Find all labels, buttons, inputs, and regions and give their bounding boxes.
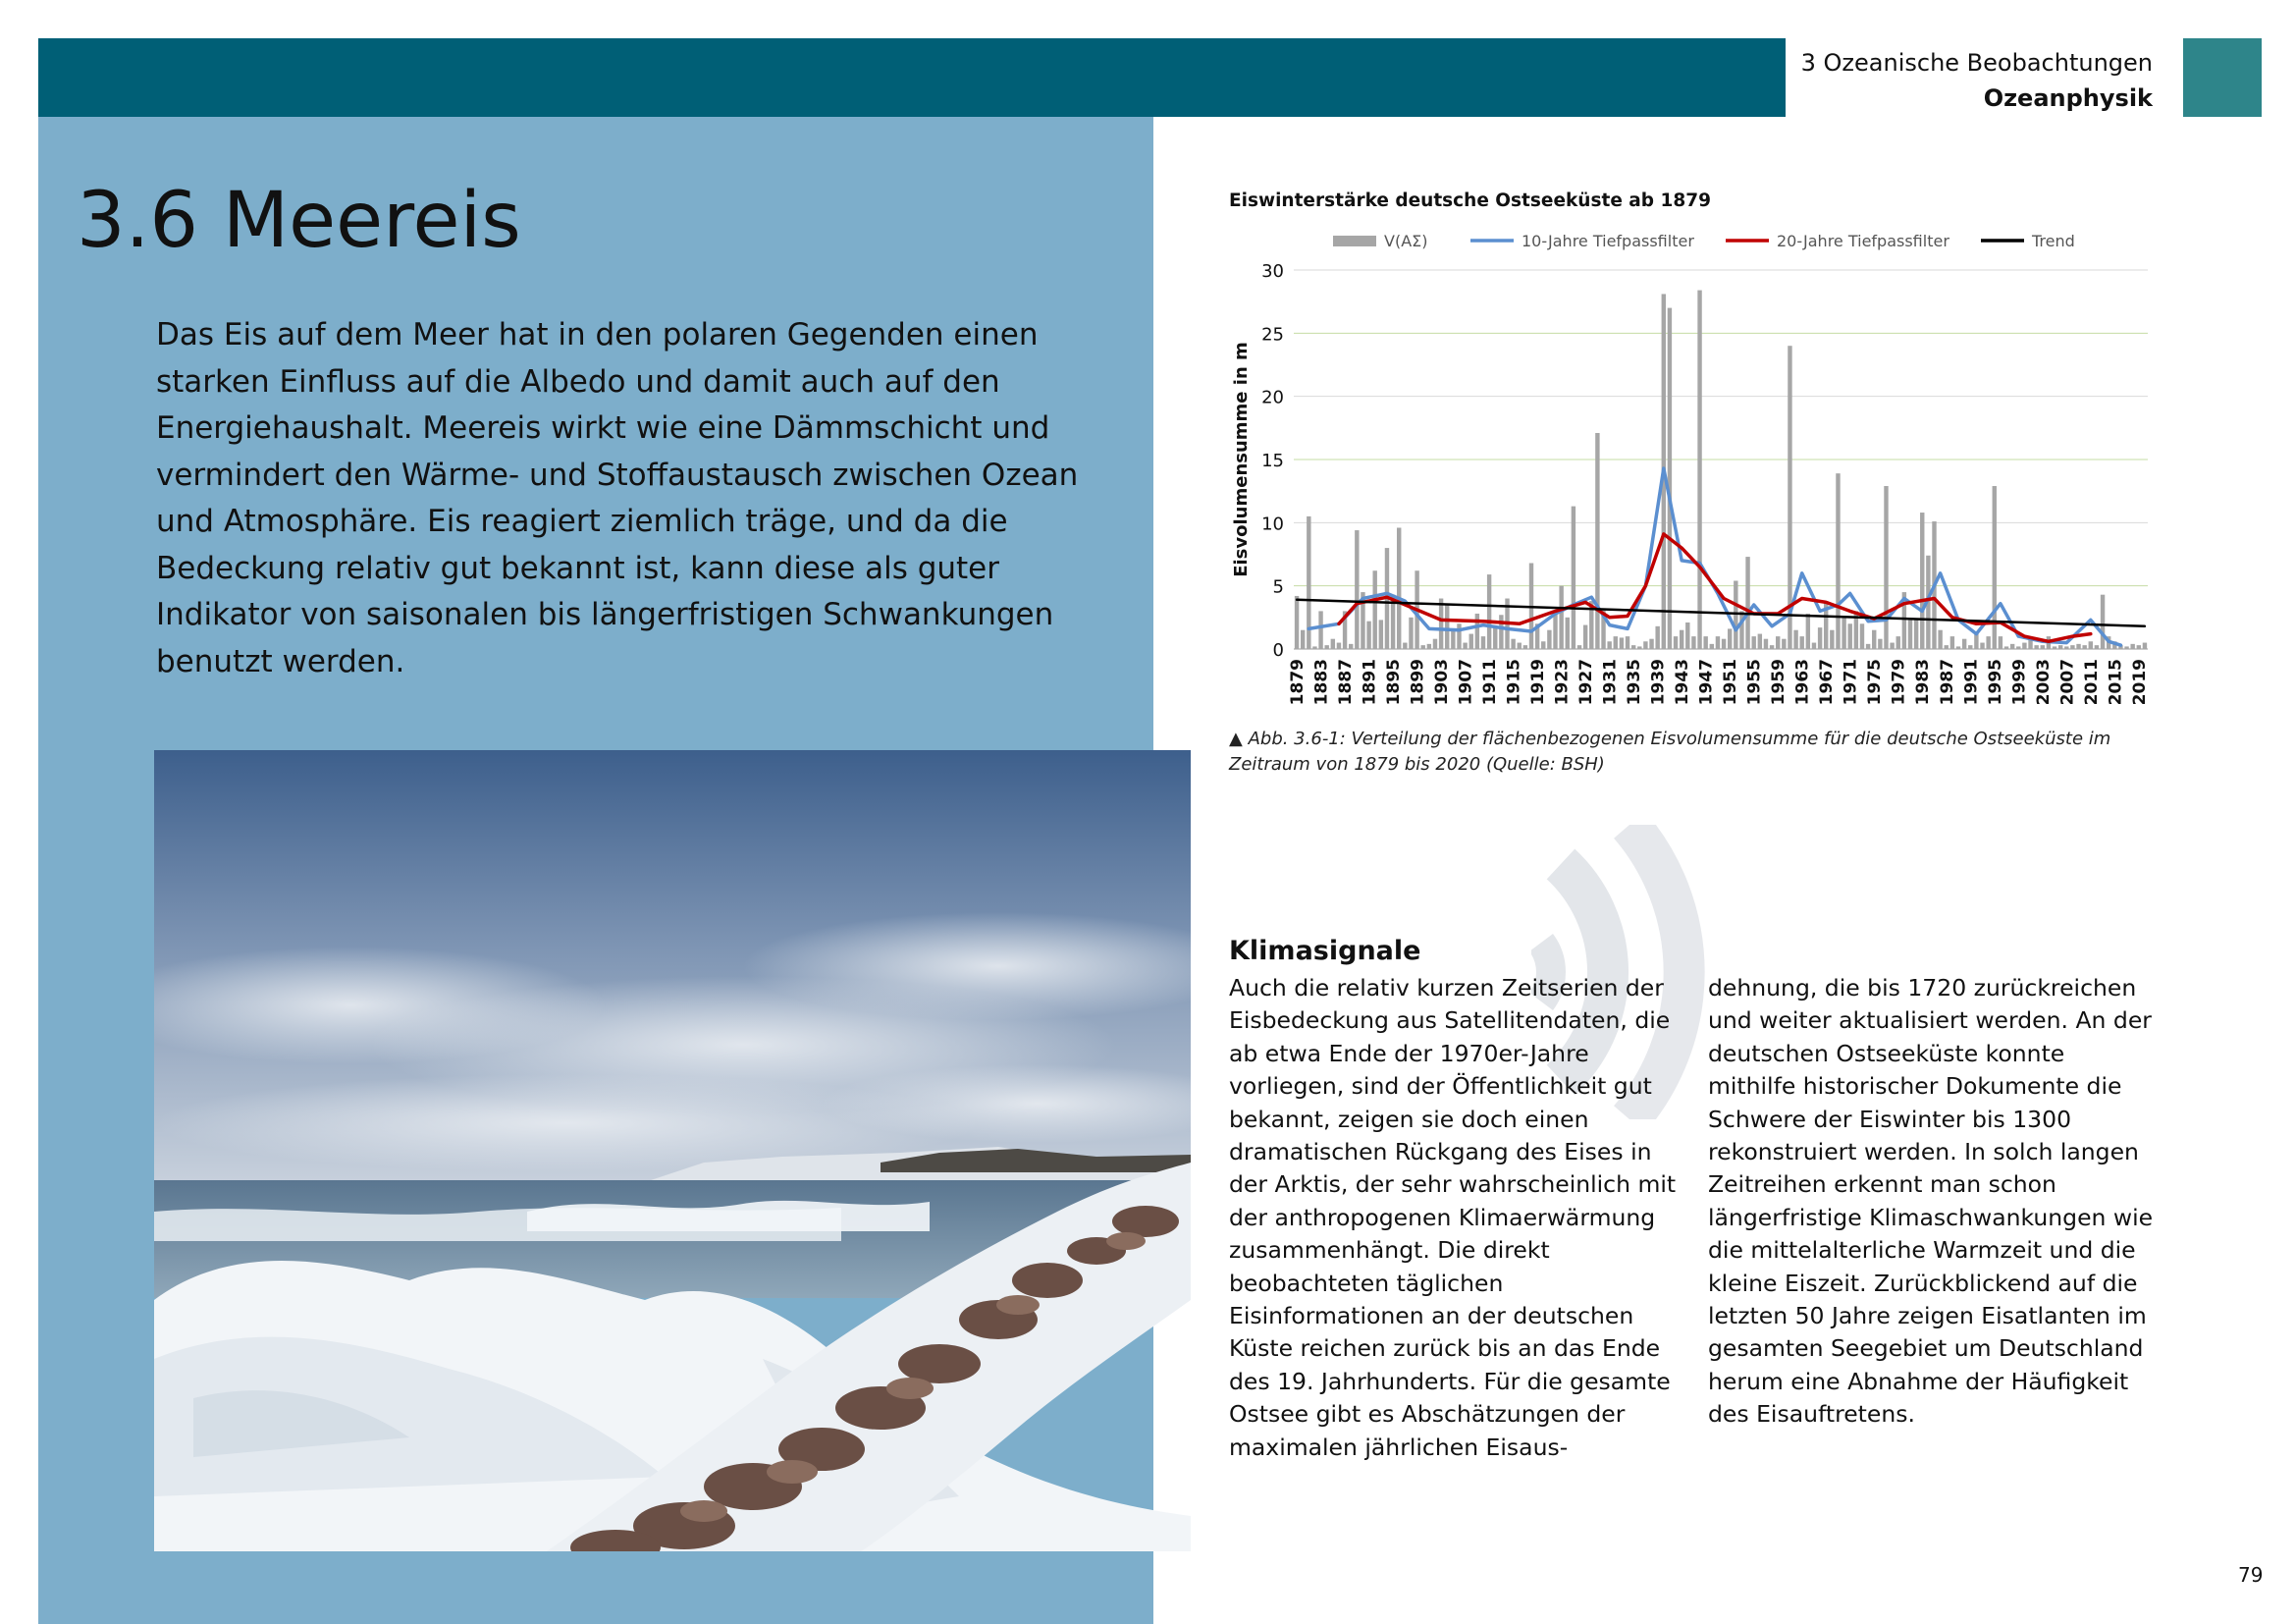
bar	[1547, 630, 1551, 649]
bar	[1523, 645, 1527, 649]
figure-caption	[1229, 727, 2132, 778]
bar	[2082, 645, 2086, 649]
bar	[1337, 643, 1341, 649]
x-tick-label: 1963	[1792, 659, 1813, 706]
bar	[2130, 644, 2134, 649]
bar	[1764, 639, 1768, 649]
bar	[1734, 581, 1737, 649]
y-tick-label: 10	[1261, 514, 1284, 535]
bar	[1595, 433, 1599, 649]
bar	[1680, 630, 1683, 649]
bar	[1818, 627, 1822, 649]
text-column-left	[1229, 972, 1681, 1464]
bar	[1397, 527, 1401, 649]
bar	[1295, 596, 1299, 649]
bar	[1451, 628, 1455, 649]
chart-title: Eiswinterstärke deutsche Ostseeküste ab 1879	[1229, 190, 1711, 211]
bar	[1355, 530, 1359, 649]
x-tick-label: 1979	[1889, 659, 1909, 706]
bar	[1655, 626, 1659, 649]
bar	[2053, 646, 2056, 649]
x-tick-label: 1943	[1673, 659, 1693, 706]
bar	[1950, 636, 1954, 649]
bar	[1643, 641, 1647, 649]
bar	[1566, 618, 1570, 649]
bar	[1896, 636, 1900, 649]
header-square	[2183, 38, 2262, 117]
x-tick-label: 1895	[1384, 659, 1405, 706]
running-header	[1801, 45, 2153, 116]
bar	[1999, 636, 2002, 649]
x-tick-label: 1975	[1865, 659, 1886, 706]
bar	[1637, 646, 1641, 649]
bar	[2010, 644, 2014, 649]
sea-ice-photo	[154, 750, 1191, 1551]
bar	[1559, 586, 1563, 649]
column-right-text: dehnung, die bis 1720 zurückreichen und weiter aktualisiert werden. An der deutschen Ostseeküste konnte mithilfe historischer Dokumente die Schwere der Eiswinter bis 1300 rekonstruiert werden. In solch langen Zeitreihen erkennt man schon längerfristige Klimaschwankungen wie die mittelalterliche Warmzeit und die kleine Eiszeit. Zurückblickend auf die letzten 50 Jahre zeigen Eisatlanten im gesamten Seegebiet um Deutschland herum eine Abnahme der Häufigkeit des Eisauftretens.	[1708, 974, 2154, 1429]
x-tick-label: 2015	[2106, 659, 2126, 706]
bar	[2076, 644, 2080, 649]
column-left-text: Auch die relativ kurzen Zeitserien der Eisbedeckung aus Satellitendaten, die ab etwa Ende der 1970er-Jahre vorliegen, sind der Öffentlichkeit gut bekannt, zeigen sie doch einen dramatischen Rückgang des Eises in der Arktis, der sehr wahrscheinlich mit der anthropogenen Klimaerwärmung zusammenhängt. Die direkt beobachteten täglichen Eisinformationen an der deutschen Küste reichen zurück bis an das Ende des 19. Jahrhunderts. Für die gesamte Ostsee gibt es Abschätzungen der maximalen jährlichen Eisaus-	[1229, 974, 1677, 1461]
bar	[1956, 646, 1960, 649]
bar	[1541, 641, 1545, 649]
bar	[1872, 630, 1876, 649]
bar	[2124, 646, 2128, 649]
bar	[1697, 291, 1701, 649]
bar	[2089, 641, 2093, 649]
bar	[1776, 636, 1780, 649]
y-axis-label: Eisvolumensumme in m	[1231, 342, 1252, 577]
caption-marker: ▲	[1229, 729, 1243, 749]
bar	[1439, 599, 1443, 649]
bar	[1920, 513, 1924, 649]
bar	[1986, 636, 1990, 649]
bar	[1631, 645, 1635, 649]
bar	[1703, 636, 1707, 649]
filter20-line	[1339, 534, 2091, 641]
bar	[1674, 636, 1678, 649]
bar	[2143, 643, 2147, 649]
x-tick-label: 1931	[1600, 659, 1621, 706]
bar	[1583, 625, 1587, 649]
bar	[1758, 634, 1762, 649]
bar	[1878, 639, 1882, 649]
bar	[1751, 636, 1755, 649]
x-tick-label: 2011	[2081, 659, 2102, 706]
text-column-right	[1708, 972, 2160, 1432]
bar	[2137, 645, 2141, 649]
x-tick-label: 1903	[1432, 659, 1453, 706]
bar	[1620, 637, 1624, 649]
bar	[1728, 628, 1732, 649]
bar	[1860, 623, 1864, 649]
bar	[1577, 645, 1581, 649]
legend-label: Trend	[2032, 232, 2075, 250]
bar	[1463, 643, 1467, 649]
legend-label: V(AΣ)	[1384, 232, 1428, 250]
x-tick-label: 1879	[1288, 659, 1308, 706]
bar	[1968, 645, 1972, 649]
bar	[1457, 623, 1461, 649]
x-tick-label: 2019	[2129, 659, 2150, 706]
bar	[1433, 639, 1437, 649]
bar	[1691, 636, 1695, 649]
bar	[1710, 644, 1714, 649]
page-title: 3.6 Meereis	[77, 177, 521, 265]
bar	[1800, 636, 1804, 649]
bar	[2095, 645, 2099, 649]
bar	[2101, 595, 2105, 649]
bar	[1806, 614, 1810, 649]
bar	[1836, 473, 1840, 649]
x-tick-label: 1883	[1311, 659, 1332, 706]
caption-text: Abb. 3.6-1: Verteilung der flächenbezogenen Eisvolumensumme für die deutsche Ostseeküste im Zeitraum von 1879 bis 2020 (Quelle: BSH)	[1229, 729, 2111, 775]
intro-paragraph: Das Eis auf dem Meer hat in den polaren Gegenden einen starken Einfluss auf die Albedo und damit auch auf den Energiehaushalt. Meereis wirkt wie eine Dämmschicht und vermindert den Wärme- und Stoffaustausch zwischen Ozean und Atmosphäre. Eis reagiert ziemlich träge, und da die Bedeckung relativ gut bekannt ist, kann diese als guter Indikator von saisonalen bis längerfristigen Schwankungen benutzt werden.	[156, 317, 1079, 679]
x-tick-label: 1891	[1360, 659, 1380, 706]
ice-volume-chart	[1225, 221, 2167, 726]
page-number: 79	[2238, 1563, 2264, 1587]
y-tick-label: 30	[1261, 261, 1284, 282]
bar	[1614, 636, 1618, 649]
bar	[1745, 557, 1749, 649]
bar	[1366, 622, 1370, 649]
x-tick-label: 1983	[1913, 659, 1934, 706]
bar	[2058, 645, 2062, 649]
bar	[2064, 646, 2068, 649]
x-tick-label: 1955	[1744, 659, 1765, 706]
bar	[1866, 644, 1870, 649]
bar	[1980, 643, 1984, 649]
bar	[1830, 630, 1834, 649]
legend-label: 20-Jahre Tiefpassfilter	[1777, 232, 1949, 250]
x-tick-label: 1923	[1552, 659, 1573, 706]
bar	[2041, 645, 2045, 649]
bar	[1403, 643, 1407, 649]
y-tick-label: 0	[1272, 640, 1284, 661]
bar	[1770, 645, 1774, 649]
x-tick-label: 2003	[2033, 659, 2054, 706]
chapter-title: 3 Ozeanische Beobachtungen	[1800, 49, 2153, 77]
bar	[2022, 643, 2026, 649]
x-tick-label: 2007	[2057, 659, 2078, 706]
y-tick-label: 5	[1272, 576, 1284, 598]
x-tick-label: 1887	[1336, 659, 1357, 706]
bar	[1373, 570, 1377, 649]
bar	[1685, 623, 1689, 649]
bar	[1349, 644, 1353, 649]
bar	[1481, 636, 1485, 649]
x-tick-label: 1939	[1648, 659, 1669, 706]
bar	[1409, 618, 1413, 649]
bar	[1493, 626, 1497, 649]
bar	[1842, 618, 1845, 649]
bar	[2070, 645, 2074, 649]
bar	[1572, 507, 1575, 649]
x-tick-label: 1999	[2009, 659, 2030, 706]
x-tick-label: 1899	[1408, 659, 1428, 706]
bar	[1668, 308, 1672, 649]
bar	[1511, 639, 1515, 649]
bar	[1427, 644, 1431, 649]
x-tick-label: 1967	[1817, 659, 1838, 706]
bar	[1421, 645, 1425, 649]
bar	[2016, 646, 2020, 649]
header-bar	[38, 38, 1786, 117]
bar	[1722, 639, 1726, 649]
y-tick-label: 15	[1261, 451, 1284, 471]
bar	[1649, 639, 1653, 649]
bar	[1716, 636, 1720, 649]
bar	[1884, 486, 1888, 649]
bar	[1445, 605, 1449, 649]
bar	[1962, 639, 1966, 649]
bar	[1499, 615, 1503, 649]
bar	[2034, 645, 2038, 649]
filter10-line	[1308, 468, 2120, 645]
x-tick-label: 1971	[1841, 659, 1861, 706]
bar	[2004, 646, 2008, 649]
x-tick-label: 1915	[1504, 659, 1524, 706]
bar	[1914, 620, 1918, 649]
x-tick-label: 1959	[1769, 659, 1789, 706]
x-tick-label: 1987	[1937, 659, 1957, 706]
bar	[1475, 614, 1479, 649]
bar	[1626, 636, 1629, 649]
bar	[1793, 630, 1797, 649]
bar	[1301, 630, 1305, 649]
bar	[1324, 645, 1328, 649]
bar	[1518, 643, 1522, 649]
bar	[1379, 620, 1383, 649]
x-tick-label: 1927	[1576, 659, 1597, 706]
x-tick-label: 1951	[1721, 659, 1741, 706]
bar	[1890, 643, 1894, 649]
x-tick-label: 1935	[1625, 659, 1645, 706]
y-tick-label: 25	[1261, 324, 1284, 346]
bar	[1607, 641, 1611, 649]
bar	[1312, 646, 1316, 649]
bar	[1469, 634, 1473, 649]
section-title: Ozeanphysik	[1983, 84, 2153, 112]
bar	[1487, 574, 1491, 649]
legend-label: 10-Jahre Tiefpassfilter	[1522, 232, 1694, 250]
bar	[1938, 630, 1942, 649]
x-tick-label: 1911	[1480, 659, 1501, 706]
x-tick-label: 1919	[1528, 659, 1549, 706]
bar	[1331, 639, 1335, 649]
bar	[1848, 623, 1852, 649]
x-tick-label: 1947	[1696, 659, 1717, 706]
x-tick-label: 1991	[1961, 659, 1982, 706]
box-heading: Klimasignale	[1229, 936, 1421, 966]
bar	[1908, 620, 1912, 649]
bar	[1945, 645, 1949, 649]
x-tick-label: 1907	[1456, 659, 1476, 706]
bar	[1782, 639, 1786, 649]
legend-swatch-bars	[1333, 236, 1376, 246]
x-tick-label: 1995	[1985, 659, 2005, 706]
bar	[1812, 643, 1816, 649]
y-tick-label: 20	[1261, 387, 1284, 408]
bar	[1318, 611, 1322, 649]
